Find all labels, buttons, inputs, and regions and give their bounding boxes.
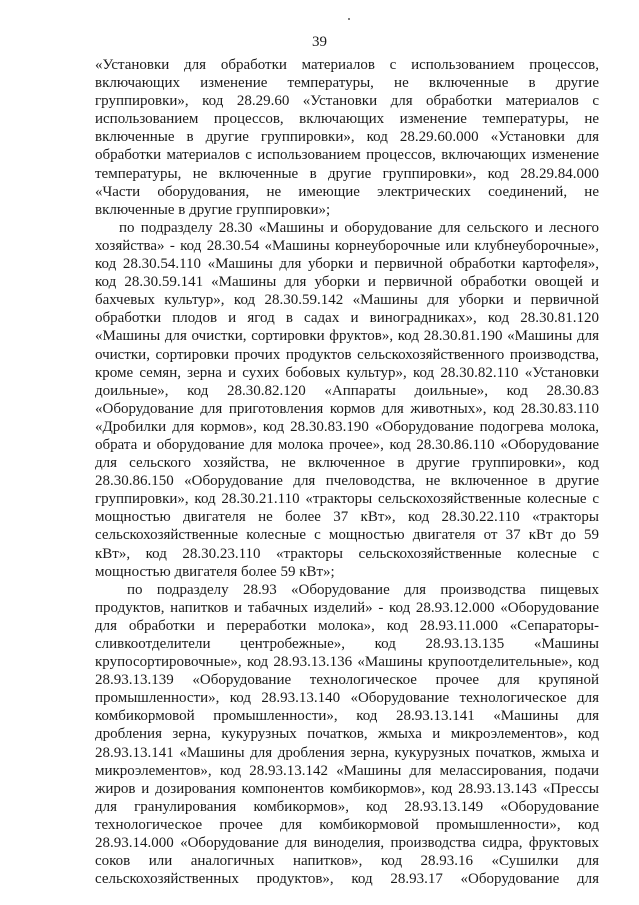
text-line: «Части оборудования, не имеющие электрических соединений, не	[95, 183, 599, 200]
text-line: «Установки для обработки материалов с использованием процессов,	[95, 57, 599, 73]
text-line: сливкоотделители центробежные», код 28.93.13.135 «Машины	[95, 636, 599, 652]
text-line: хозяйства» - код 28.30.54 «Машины корнеуборочные или клубнеуборочные»,	[95, 237, 599, 254]
text-line: 28.93.13.141 «Машины для дробления зерна, кукурузных початков, жмыха и	[95, 744, 599, 761]
text-line: код 28.30.59.141 «Машины для уборки и первичной обработки овощей и	[95, 274, 599, 291]
text-line: микроэлементов», код 28.93.13.142 «Машины для мелассирования, подачи	[95, 762, 599, 779]
text-line: кроме семян, зерна и сухих бобовых культур», код 28.30.82.110 «Установки	[95, 364, 599, 381]
text-line: включающих изменение температуры, не включенные в другие	[95, 75, 599, 92]
text-line: для гранулирования комбикормов», код 28.93.13.149 «Оборудование	[95, 798, 599, 815]
text-line: группировки», код 28.29.60 «Установки для обработки материалов с	[95, 93, 599, 110]
text-line: очистки, сортировки прочих продуктов сельскохозяйственного производства,	[95, 346, 599, 363]
scan-speck	[348, 18, 350, 20]
text-line: по подразделу 28.93 «Оборудование для производства пищевых	[127, 581, 599, 598]
text-line: сельскохозяйственных продуктов», код 28.93.17 «Оборудование для	[95, 871, 599, 888]
body-text	[95, 56, 599, 888]
text-line: бахчевых культур», код 28.30.59.142 «Машины для уборки и первичной	[95, 292, 599, 309]
text-line: крупосортировочные», код 28.93.13.136 «Машины крупоотделительные», код	[95, 654, 599, 671]
text-line: дробления зерна, кукурузных початков, жмыха и микроэлементов», код	[95, 726, 599, 743]
text-line: технологическое прочее для комбикормовой промышленности», код	[95, 816, 599, 833]
text-line: продуктов, напитков и табачных изделий» - код 28.93.12.000 «Оборудование	[95, 599, 599, 616]
text-line: использованием процессов, включающих изменение температуры, не	[95, 111, 599, 128]
text-line: обработки плодов и ягод в садах и виноградниках», код 28.30.81.120	[95, 310, 599, 327]
text-line: по подразделу 28.30 «Машины и оборудование для сельского и лесного	[119, 219, 599, 236]
text-line: 28.30.86.150 «Оборудование для пчеловодства, не включенное в другие	[95, 473, 599, 490]
text-line: обработки материалов с использованием процессов, включающих изменение	[95, 147, 599, 164]
text-line: промышленности», код 28.93.13.140 «Оборудование технологическое для	[95, 690, 599, 707]
text-line: включенные в другие группировки», код 28.29.60.000 «Установки для	[95, 129, 599, 146]
text-line: доильные», код 28.30.82.120 «Аппараты доильные», код 28.30.83	[95, 382, 599, 399]
text-line: «Машины для очистки, сортировки фруктов», код 28.30.81.190 «Машины для	[95, 328, 599, 345]
text-line: соков или аналогичных напитков», код 28.93.16 «Сушилки для	[95, 853, 599, 870]
text-line: группировки», код 28.30.21.110 «тракторы сельскохозяйственные колесные с	[95, 491, 599, 508]
text-line: для обработки и переработки молока», код 28.93.11.000 «Сепараторы-	[95, 617, 599, 634]
text-line: мощностью двигателя более 59 кВт»;	[95, 563, 335, 580]
text-line: «Оборудование для приготовления кормов для животных», код 28.30.83.110	[95, 400, 599, 417]
text-line: «Дробилки для кормов», код 28.30.83.190 «Оборудование подогрева молока,	[95, 418, 599, 435]
text-line: комбикормовой промышленности», код 28.93.13.141 «Машины для	[95, 708, 599, 725]
text-line: для сельского хозяйства, не включенное в другие группировки», код	[95, 455, 599, 472]
text-line: код 28.30.54.110 «Машины для уборки и первичной обработки картофеля»,	[95, 256, 599, 273]
page-number: 39	[312, 34, 327, 50]
text-line: сельскохозяйственные колесные с мощностью двигателя от 37 кВт до 59	[95, 527, 599, 544]
text-line: мощностью двигателя не более 37 кВт», код 28.30.22.110 «тракторы	[95, 509, 599, 526]
text-line: обрата и оборудование для молока прочее», код 28.30.86.110 «Оборудование	[95, 436, 599, 453]
text-line: включенные в другие группировки»;	[95, 201, 331, 218]
text-line: 28.93.13.139 «Оборудование технологическое прочее для крупяной	[95, 672, 599, 689]
text-line: жиров и дозирования компонентов комбикормов», код 28.93.13.143 «Прессы	[95, 780, 599, 797]
text-line: 28.93.14.000 «Оборудование для виноделия, производства сидра, фруктовых	[95, 835, 599, 852]
text-line: кВт», код 28.30.23.110 «тракторы сельскохозяйственные колесные с	[95, 545, 599, 562]
text-line: температуры, не включенные в другие группировки», код 28.29.84.000	[95, 165, 599, 182]
